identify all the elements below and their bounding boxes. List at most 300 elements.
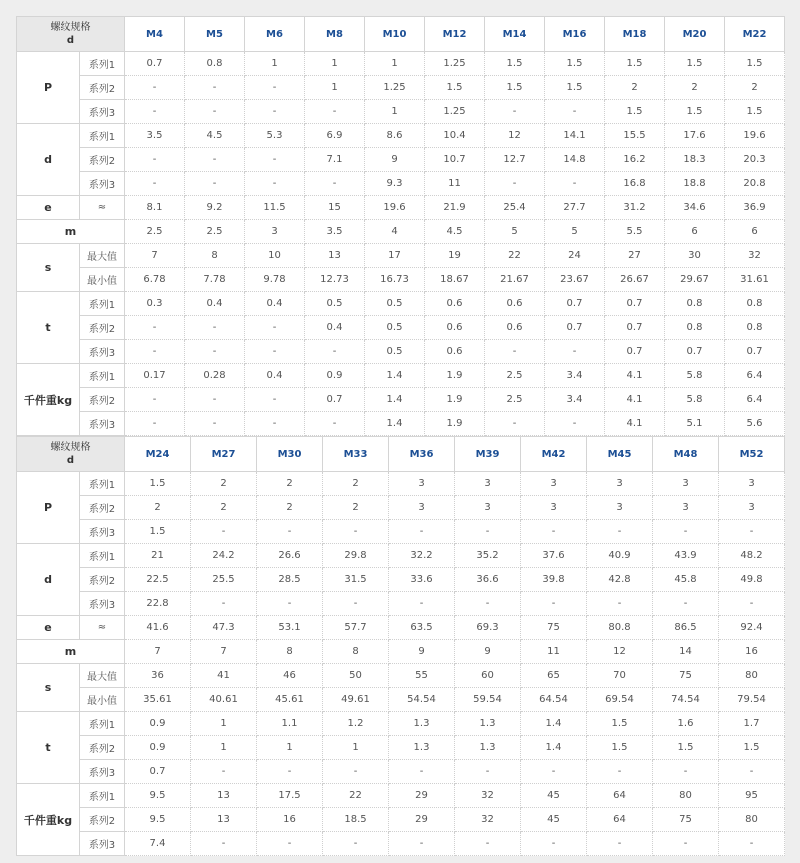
value-cell: 17.5 [257, 784, 323, 808]
value-cell: - [587, 520, 653, 544]
value-cell: 10.7 [425, 148, 485, 172]
column-header: M27 [191, 437, 257, 472]
value-cell: 27 [605, 244, 665, 268]
value-cell: 1.9 [425, 388, 485, 412]
value-cell: 19.6 [365, 196, 425, 220]
spec-tables [16, 16, 784, 856]
value-cell: 8 [185, 244, 245, 268]
column-header: M42 [521, 437, 587, 472]
value-cell: 2.5 [185, 220, 245, 244]
value-cell: 2 [191, 496, 257, 520]
value-cell: 32 [455, 784, 521, 808]
value-cell: 64 [587, 808, 653, 832]
table-row [17, 340, 785, 364]
value-cell: - [323, 832, 389, 856]
value-cell: 4.1 [605, 364, 665, 388]
table-row [17, 760, 785, 784]
value-cell: 1.3 [455, 712, 521, 736]
value-cell: 8.6 [365, 124, 425, 148]
value-cell: 1.25 [365, 76, 425, 100]
value-cell: 59.54 [455, 688, 521, 712]
value-cell: 3 [653, 472, 719, 496]
value-cell: 3 [521, 496, 587, 520]
value-cell: - [521, 760, 587, 784]
value-cell: - [245, 412, 305, 436]
value-cell: 1.6 [653, 712, 719, 736]
value-cell: 5.6 [725, 412, 785, 436]
value-cell: 14.1 [545, 124, 605, 148]
value-cell: 80 [719, 808, 785, 832]
value-cell: - [305, 340, 365, 364]
series-label: 系列1 [80, 364, 125, 388]
value-cell: 17 [365, 244, 425, 268]
param-cell: d [17, 124, 80, 196]
value-cell: - [545, 340, 605, 364]
value-cell: 75 [653, 808, 719, 832]
value-cell: 26.6 [257, 544, 323, 568]
table-row [17, 832, 785, 856]
column-header: M30 [257, 437, 323, 472]
column-header: M48 [653, 437, 719, 472]
value-cell: 3 [521, 472, 587, 496]
value-cell: 12 [587, 640, 653, 664]
value-cell: - [245, 100, 305, 124]
value-cell: 35.61 [125, 688, 191, 712]
value-cell: 4 [365, 220, 425, 244]
header-symbol: d [66, 455, 75, 466]
value-cell: 0.6 [485, 292, 545, 316]
value-cell: 3.5 [305, 220, 365, 244]
value-cell: 1.5 [725, 52, 785, 76]
value-cell: 0.7 [125, 760, 191, 784]
value-cell: 1.5 [665, 52, 725, 76]
value-cell: 19.6 [725, 124, 785, 148]
value-cell: 2 [725, 76, 785, 100]
value-cell: - [245, 316, 305, 340]
table-row [17, 568, 785, 592]
value-cell: 6 [725, 220, 785, 244]
value-cell: 2 [323, 496, 389, 520]
value-cell: 0.7 [545, 292, 605, 316]
value-cell: 12 [485, 124, 545, 148]
value-cell: - [455, 592, 521, 616]
column-header: M18 [605, 17, 665, 52]
value-cell: - [455, 832, 521, 856]
value-cell: 36.6 [455, 568, 521, 592]
value-cell: - [245, 148, 305, 172]
value-cell: 0.17 [125, 364, 185, 388]
value-cell: 3 [653, 496, 719, 520]
param-cell: e [17, 196, 80, 220]
series-label: 系列3 [80, 520, 125, 544]
value-cell: 65 [521, 664, 587, 688]
series-label: 系列2 [80, 496, 125, 520]
value-cell: 33.6 [389, 568, 455, 592]
value-cell: - [305, 100, 365, 124]
value-cell: 0.8 [725, 316, 785, 340]
value-cell: 0.4 [185, 292, 245, 316]
value-cell: 64.54 [521, 688, 587, 712]
table-row [17, 124, 785, 148]
column-header: M12 [425, 17, 485, 52]
value-cell: 32 [455, 808, 521, 832]
value-cell: 86.5 [653, 616, 719, 640]
value-cell: - [587, 760, 653, 784]
column-header: M52 [719, 437, 785, 472]
column-header: M39 [455, 437, 521, 472]
table-row [17, 100, 785, 124]
value-cell: 1.5 [545, 52, 605, 76]
value-cell: 0.4 [245, 364, 305, 388]
value-cell: 9 [389, 640, 455, 664]
column-header: M20 [665, 17, 725, 52]
value-cell: 18.67 [425, 268, 485, 292]
value-cell: 0.6 [425, 292, 485, 316]
value-cell: 43.9 [653, 544, 719, 568]
value-cell: 2 [323, 472, 389, 496]
value-cell: - [521, 520, 587, 544]
series-label: 系列1 [80, 712, 125, 736]
value-cell: - [125, 76, 185, 100]
value-cell: 16.73 [365, 268, 425, 292]
value-cell: - [323, 592, 389, 616]
value-cell: 1 [323, 736, 389, 760]
param-cell: P [17, 52, 80, 124]
value-cell: 6.4 [725, 388, 785, 412]
value-cell: 29 [389, 784, 455, 808]
value-cell: - [191, 520, 257, 544]
value-cell: 0.3 [125, 292, 185, 316]
table-row [17, 244, 785, 268]
value-cell: 7.4 [125, 832, 191, 856]
value-cell: 7 [191, 640, 257, 664]
value-cell: 32.2 [389, 544, 455, 568]
value-cell: 36.9 [725, 196, 785, 220]
header-title: 螺纹规格 [50, 442, 91, 453]
value-cell: 0.9 [125, 736, 191, 760]
value-cell: - [125, 316, 185, 340]
series-label: 系列1 [80, 292, 125, 316]
value-cell: 1.5 [653, 736, 719, 760]
value-cell: 7.78 [185, 268, 245, 292]
value-cell: 92.4 [719, 616, 785, 640]
value-cell: 45 [521, 808, 587, 832]
value-cell: - [653, 832, 719, 856]
value-cell: - [545, 100, 605, 124]
value-cell: 9.5 [125, 784, 191, 808]
value-cell: 7.1 [305, 148, 365, 172]
value-cell: 95 [719, 784, 785, 808]
value-cell: 5.8 [665, 388, 725, 412]
value-cell: 21.67 [485, 268, 545, 292]
value-cell: 0.8 [725, 292, 785, 316]
value-cell: 1.5 [485, 52, 545, 76]
value-cell: - [257, 832, 323, 856]
value-cell: 2 [665, 76, 725, 100]
value-cell: 28.5 [257, 568, 323, 592]
value-cell: - [305, 412, 365, 436]
value-cell: 0.7 [545, 316, 605, 340]
series-label: 最大值 [80, 244, 125, 268]
value-cell: 2 [257, 472, 323, 496]
value-cell: 13 [305, 244, 365, 268]
value-cell: 80 [719, 664, 785, 688]
column-header: M6 [245, 17, 305, 52]
value-cell: 1.5 [665, 100, 725, 124]
value-cell: 12.73 [305, 268, 365, 292]
value-cell: - [185, 340, 245, 364]
value-cell: - [245, 340, 305, 364]
value-cell: 14.8 [545, 148, 605, 172]
value-cell: 2.5 [485, 388, 545, 412]
value-cell: 6.4 [725, 364, 785, 388]
value-cell: 8 [323, 640, 389, 664]
column-header: M8 [305, 17, 365, 52]
value-cell: 4.5 [185, 124, 245, 148]
value-cell: 22 [485, 244, 545, 268]
value-cell: 0.7 [605, 340, 665, 364]
value-cell: - [389, 760, 455, 784]
value-cell: 5.3 [245, 124, 305, 148]
value-cell: 11 [425, 172, 485, 196]
table-row [17, 220, 785, 244]
value-cell: 1.5 [725, 100, 785, 124]
value-cell: 5.8 [665, 364, 725, 388]
value-cell: 16.8 [605, 172, 665, 196]
value-cell: - [323, 760, 389, 784]
param-cell: m [17, 640, 125, 664]
table-row [17, 76, 785, 100]
value-cell: 39.8 [521, 568, 587, 592]
value-cell: 3 [719, 472, 785, 496]
value-cell: 3 [587, 496, 653, 520]
value-cell: 1 [305, 52, 365, 76]
value-cell: 80.8 [587, 616, 653, 640]
value-cell: 9.2 [185, 196, 245, 220]
value-cell: 0.8 [665, 316, 725, 340]
value-cell: 75 [653, 664, 719, 688]
value-cell: 11 [521, 640, 587, 664]
value-cell: - [719, 592, 785, 616]
value-cell: 3 [245, 220, 305, 244]
value-cell: 64 [587, 784, 653, 808]
value-cell: 11.5 [245, 196, 305, 220]
value-cell: 13 [191, 808, 257, 832]
value-cell: - [719, 760, 785, 784]
value-cell: 1.5 [125, 472, 191, 496]
value-cell: 1.5 [719, 736, 785, 760]
table-row [17, 616, 785, 640]
value-cell: - [125, 340, 185, 364]
value-cell: 5.5 [605, 220, 665, 244]
value-cell: 1.4 [365, 364, 425, 388]
spec-table [16, 16, 785, 436]
value-cell: - [455, 520, 521, 544]
value-cell: - [185, 412, 245, 436]
value-cell: - [245, 76, 305, 100]
value-cell: 0.5 [365, 292, 425, 316]
value-cell: 17.6 [665, 124, 725, 148]
series-label: 系列1 [80, 52, 125, 76]
value-cell: 30 [665, 244, 725, 268]
value-cell: 1 [305, 76, 365, 100]
param-cell: s [17, 664, 80, 712]
value-cell: 0.5 [365, 316, 425, 340]
value-cell: 1.3 [455, 736, 521, 760]
value-cell: - [245, 388, 305, 412]
series-label: 系列3 [80, 172, 125, 196]
value-cell: 32 [725, 244, 785, 268]
value-cell: 8.1 [125, 196, 185, 220]
series-label: 系列3 [80, 100, 125, 124]
header-title: 螺纹规格 [50, 22, 91, 33]
value-cell: - [185, 316, 245, 340]
value-cell: 3 [455, 496, 521, 520]
value-cell: 45 [521, 784, 587, 808]
value-cell: - [485, 340, 545, 364]
series-label: 最大值 [80, 664, 125, 688]
value-cell: 1.9 [425, 364, 485, 388]
value-cell: 0.7 [665, 340, 725, 364]
value-cell: 0.5 [305, 292, 365, 316]
value-cell: 0.6 [425, 340, 485, 364]
series-label: 系列3 [80, 592, 125, 616]
value-cell: 35.2 [455, 544, 521, 568]
param-cell: s [17, 244, 80, 292]
value-cell: 10.4 [425, 124, 485, 148]
value-cell: 24.2 [191, 544, 257, 568]
param-cell: m [17, 220, 125, 244]
value-cell: 0.6 [485, 316, 545, 340]
value-cell: 0.6 [425, 316, 485, 340]
value-cell: 2 [125, 496, 191, 520]
value-cell: 10 [245, 244, 305, 268]
series-label: 系列2 [80, 316, 125, 340]
series-label: 系列2 [80, 568, 125, 592]
value-cell: 3 [389, 472, 455, 496]
table-row [17, 472, 785, 496]
value-cell: 9 [365, 148, 425, 172]
value-cell: 9.3 [365, 172, 425, 196]
value-cell: 1.7 [719, 712, 785, 736]
value-cell: 69.54 [587, 688, 653, 712]
value-cell: - [185, 100, 245, 124]
value-cell: - [653, 592, 719, 616]
value-cell: 0.7 [125, 52, 185, 76]
series-label: 最小值 [80, 688, 125, 712]
value-cell: 7 [125, 640, 191, 664]
value-cell: 27.7 [545, 196, 605, 220]
value-cell: - [485, 100, 545, 124]
value-cell: 12.7 [485, 148, 545, 172]
table-row [17, 268, 785, 292]
table-row [17, 388, 785, 412]
value-cell: 0.4 [245, 292, 305, 316]
value-cell: 0.9 [305, 364, 365, 388]
value-cell: 25.5 [191, 568, 257, 592]
value-cell: - [587, 832, 653, 856]
value-cell: 49.8 [719, 568, 785, 592]
value-cell: - [587, 592, 653, 616]
value-cell: 36 [125, 664, 191, 688]
value-cell: - [455, 760, 521, 784]
series-label: 系列3 [80, 340, 125, 364]
value-cell: 1.3 [389, 736, 455, 760]
table-row [17, 412, 785, 436]
value-cell: 1 [245, 52, 305, 76]
param-cell: 千件重kg [17, 364, 80, 436]
value-cell: 6 [665, 220, 725, 244]
value-cell: 80 [653, 784, 719, 808]
value-cell: - [719, 520, 785, 544]
spec-table [16, 436, 785, 856]
value-cell: - [125, 412, 185, 436]
value-cell: 4.1 [605, 388, 665, 412]
table-row [17, 148, 785, 172]
value-cell: 1.25 [425, 52, 485, 76]
value-cell: 42.8 [587, 568, 653, 592]
value-cell: 1.3 [389, 712, 455, 736]
value-cell: 0.9 [125, 712, 191, 736]
value-cell: 23.67 [545, 268, 605, 292]
header-corner [17, 437, 125, 472]
value-cell: - [719, 832, 785, 856]
value-cell: - [245, 172, 305, 196]
value-cell: 20.3 [725, 148, 785, 172]
value-cell: 29.8 [323, 544, 389, 568]
value-cell: 3 [719, 496, 785, 520]
value-cell: 3.4 [545, 364, 605, 388]
value-cell: 1 [365, 100, 425, 124]
value-cell: 75 [521, 616, 587, 640]
value-cell: - [521, 832, 587, 856]
value-cell: 2 [257, 496, 323, 520]
value-cell: 2.5 [125, 220, 185, 244]
value-cell: 40.61 [191, 688, 257, 712]
value-cell: - [257, 760, 323, 784]
value-cell: - [125, 148, 185, 172]
table-row [17, 664, 785, 688]
value-cell: 1.1 [257, 712, 323, 736]
value-cell: - [185, 148, 245, 172]
value-cell: 21 [125, 544, 191, 568]
value-cell: 46 [257, 664, 323, 688]
series-label: 系列3 [80, 412, 125, 436]
value-cell: 1.5 [425, 76, 485, 100]
value-cell: - [185, 172, 245, 196]
value-cell: 1.5 [605, 52, 665, 76]
value-cell: - [653, 760, 719, 784]
table-row [17, 688, 785, 712]
value-cell: 0.4 [305, 316, 365, 340]
table-row [17, 640, 785, 664]
header-row [17, 437, 785, 472]
column-header: M36 [389, 437, 455, 472]
value-cell: 47.3 [191, 616, 257, 640]
value-cell: 49.61 [323, 688, 389, 712]
param-cell: P [17, 472, 80, 544]
value-cell: 9 [455, 640, 521, 664]
value-cell: 9.78 [245, 268, 305, 292]
value-cell: 0.5 [365, 340, 425, 364]
value-cell: 55 [389, 664, 455, 688]
value-cell: 40.9 [587, 544, 653, 568]
series-label: 最小值 [80, 268, 125, 292]
value-cell: 22.8 [125, 592, 191, 616]
value-cell: 0.7 [605, 316, 665, 340]
table-row [17, 736, 785, 760]
value-cell: 0.7 [305, 388, 365, 412]
